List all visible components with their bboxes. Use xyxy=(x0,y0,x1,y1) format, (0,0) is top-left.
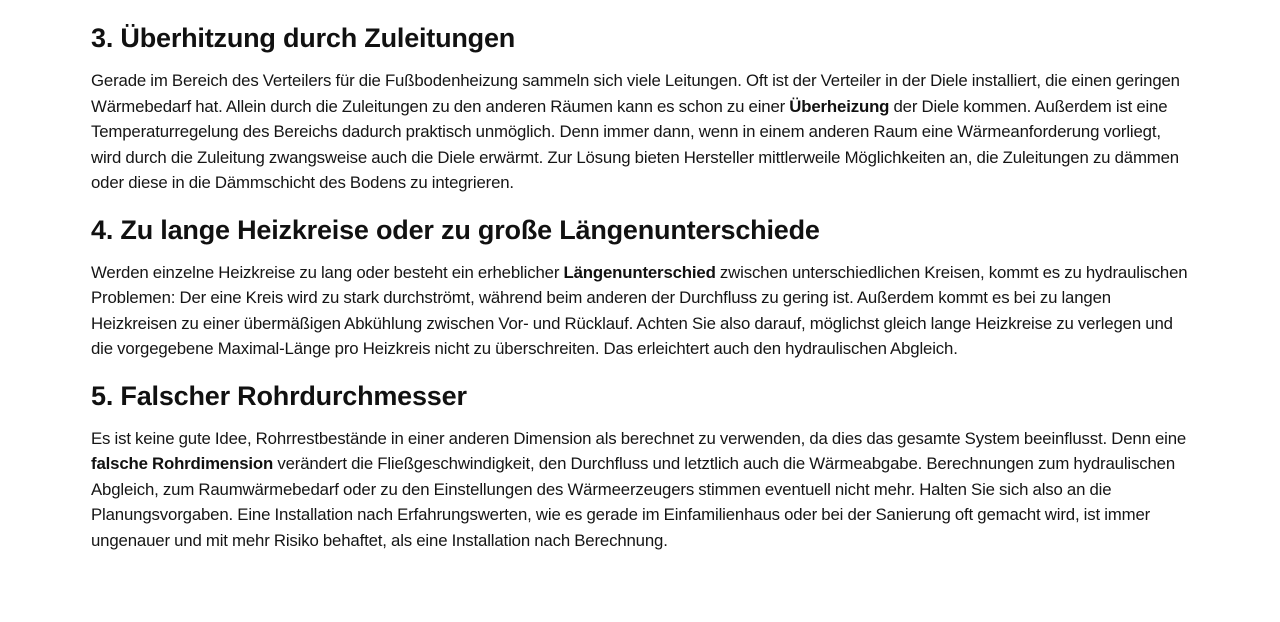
section-paragraph xyxy=(91,426,1191,554)
paragraph-text: verändert die Fließgeschwindigkeit, den Durchfluss und letztlich auch die Wärmeabgabe. Berechnungen zum hydraulischen Abgleich, zum Raumwärmebedarf oder zu den Einstellungen des Wärmeerzeugers stimmen eventuell nicht mehr. Halten Sie sich also an die Planungsvorgaben. Eine Installation nach Erfahrungswerten, wie es gerade im Einfamilienhaus oder bei der Sanierung oft gemacht wird, ist immer ungenauer und mit mehr Risiko behaftet, als eine Installation nach Berechnung. xyxy=(91,454,1176,550)
emphasis-text: Längenunterschied xyxy=(563,262,716,282)
paragraph-text: der Diele kommen. Außerdem ist eine Temperaturregelung des Bereichs dadurch praktisch unmöglich. Denn immer dann, wenn in einem anderen Raum eine Wärmeanforderung vorliegt, wird durch die Zuleitung zwangsweise auch die Diele erwärmt. Zur Lösung bieten Hersteller mittlerweile Möglichkeiten an, die Zuleitungen zu dämmen oder diese in die Dämmschicht des Bodens zu integrieren. xyxy=(91,96,1179,192)
section-heading: 4. Zu lange Heizkreise oder zu große Längenunterschiede xyxy=(91,214,820,245)
paragraph-text: zwischen unterschiedlichen Kreisen, kommt es zu hydraulischen Problemen: Der eine Kreis wird zu stark durchströmt, während beim anderen der Durchfluss zu gering ist. Außerdem kommt es bei zu langen Heizkreisen zu einer übermäßigen Abkühlung zwischen Vor- und Rücklauf. Achten Sie also darauf, möglichst gleich lange Heizkreise zu verlegen und die vorgegebene Maximal-Länge pro Heizkreis nicht zu überschreiten. Das erleichtert auch den hydraulischen Abgleich. xyxy=(91,262,1188,358)
section-paragraph xyxy=(91,260,1191,362)
article-content xyxy=(91,18,1191,553)
paragraph-text: Gerade im Bereich des Verteilers für die Fußbodenheizung sammeln sich viele Leitungen. Oft ist der Verteiler in der Diele installiert, die einen geringen Wärmebedarf hat. Allein durch die Zuleitungen zu den anderen Räumen kann es schon zu einer xyxy=(91,71,1180,116)
emphasis-text: falsche Rohrdimension xyxy=(91,454,274,473)
section-heading: 5. Falscher Rohrdurchmesser xyxy=(91,380,467,411)
paragraph-text: Werden einzelne Heizkreise zu lang oder besteht ein erheblicher xyxy=(91,262,564,282)
section-rohrdurchmesser xyxy=(91,376,1191,554)
section-heizkreise xyxy=(91,210,1191,362)
paragraph-text: Es ist keine gute Idee, Rohrrestbestände in einer anderen Dimension als berechnet zu verwenden, da dies das gesamte System beeinflusst. Denn eine xyxy=(91,428,1187,448)
section-heading: 3. Überhitzung durch Zuleitungen xyxy=(91,23,516,53)
section-paragraph xyxy=(91,68,1191,196)
section-ueberhitzung xyxy=(91,18,1191,196)
emphasis-text: Überheizung xyxy=(789,96,890,116)
